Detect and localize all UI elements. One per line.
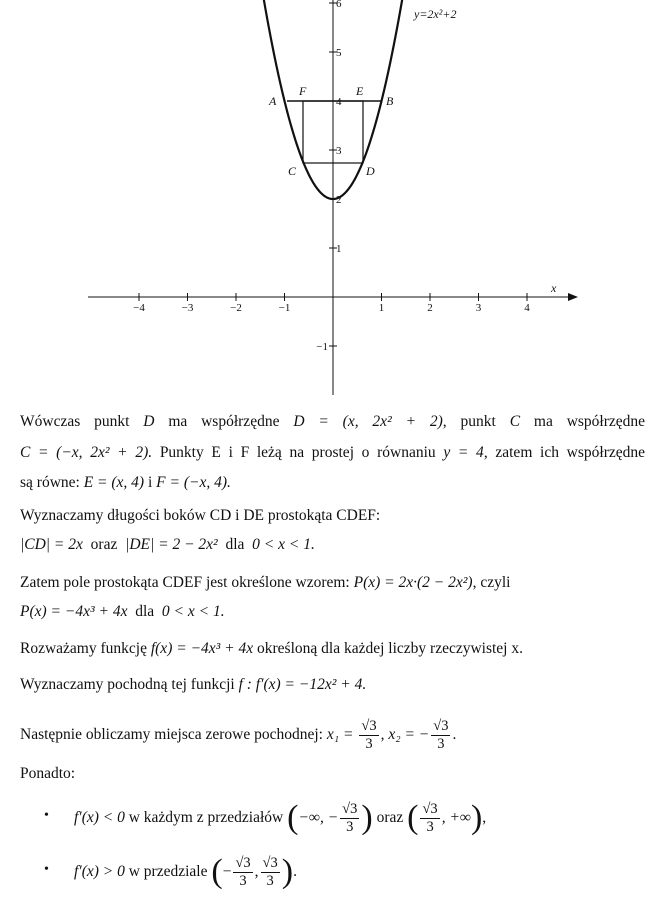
bullet-2: f′(x) > 0 w przedziale (− $\frac{√3}{3}$ , $\frac{√3}{3}$ ).: [74, 853, 297, 890]
paren-close: ): [361, 799, 373, 836]
paragraph-11: Ponadto:: [20, 765, 76, 782]
x-tick-label: 3: [475, 302, 482, 314]
text-b1c: oraz: [376, 809, 404, 826]
parabola-figure: [0, 0, 659, 400]
x-axis-arrow: [568, 293, 578, 301]
bullet-2-icon: •: [44, 862, 49, 877]
text-p2d: , zatem ich współrzędne: [483, 444, 646, 461]
y-tick-label: 3: [336, 145, 342, 157]
fraction-x2-den: 3: [437, 735, 445, 752]
x-tick-label: −2: [230, 302, 242, 314]
x-tick-label: −4: [133, 302, 145, 314]
formula-derivative: f : f′(x) = −12x² + 4.: [238, 676, 367, 693]
paren-open-2: (: [407, 799, 419, 836]
x-tick-label: 1: [378, 302, 385, 314]
interval-plus-inf: , +∞: [441, 809, 471, 826]
paragraph-4: Wyznaczamy długości boków CD i DE prostokąta CDEF:: [20, 507, 381, 524]
fraction-b1-1-num: √3: [342, 800, 358, 817]
fraction-x1-num: √3: [361, 717, 377, 734]
paren-open-3: (: [211, 853, 223, 890]
fraction-x2-num: √3: [433, 717, 449, 734]
text-p9a: Wyznaczamy pochodną tej funkcji: [20, 676, 235, 693]
fraction-b1-2: [420, 802, 439, 835]
fraction-b1-1-den: 3: [346, 818, 354, 835]
fraction-b1-1: [340, 802, 359, 835]
formula-y4: y = 4: [443, 444, 484, 461]
x-ticks: [133, 293, 530, 314]
x-tick-label: −3: [181, 302, 194, 314]
label-c: C: [288, 164, 297, 178]
fraction-b2-1-den: 3: [239, 872, 247, 889]
paragraph-5: [20, 534, 645, 556]
paren-close-2: ): [470, 799, 483, 836]
text-p2b: Punkty E i F leżą na prostej o równaniu: [159, 444, 436, 461]
paragraph-8: [20, 638, 645, 660]
paragraph-1: [20, 411, 645, 433]
paren-close-3: ): [281, 853, 294, 890]
formula-fprime-pos: f′(x) > 0: [74, 863, 125, 880]
text-p1e: punkt: [460, 413, 496, 430]
fraction-x2: [431, 719, 450, 752]
text-p1c: ma współrzędne: [168, 413, 280, 430]
text-p3a: są równe:: [20, 474, 80, 491]
text-p8c: określoną dla każdej liczby rzeczywistej x.: [257, 640, 523, 657]
y-ticks: [316, 0, 342, 353]
formula-range: 0 < x < 1.: [252, 536, 315, 553]
paragraph-2: [20, 442, 645, 464]
text-p1a: Wówczas punkt: [20, 413, 130, 430]
formula-fprime-neg: f′(x) < 0: [74, 809, 125, 826]
text-b1b: w każdym z przedziałów: [128, 809, 284, 826]
text-p6a: Zatem pole prostokąta CDEF jest określone wzorem:: [20, 574, 350, 591]
fraction-b2-2: [261, 856, 280, 889]
formula-de: |DE| = 2 − 2x²: [125, 536, 218, 553]
formula-d: D = (x, 2x² + 2),: [293, 413, 447, 430]
x-tick-label: 4: [524, 302, 530, 314]
paragraph-10: Następnie obliczamy miejsca zerowe pochodnej: x₁ = $\frac{√3}{3}$ , x₂ = − $\frac{√3}{3}$ .: [20, 717, 457, 752]
x-tick-label: −1: [278, 302, 291, 314]
text-p8a: Rozważamy funkcję: [20, 640, 147, 657]
formula-f-def: f(x) = −4x³ + 4x: [150, 640, 254, 657]
bullet-1: f′(x) < 0 w każdym z przedziałów (−∞, − $\frac{√3}{3}$ ) oraz ( $\frac{√3}{3}$ , +∞),: [74, 799, 487, 836]
y-tick-label: 6: [336, 0, 342, 10]
formula-range-2: 0 < x < 1.: [161, 603, 225, 620]
text-p6c: , czyli: [472, 574, 511, 591]
text-p1f: C: [509, 413, 521, 430]
y-tick-label: 1: [336, 243, 342, 255]
y-tick-label: 5: [336, 47, 342, 59]
fraction-x1-den: 3: [365, 735, 373, 752]
paren-open: (: [287, 799, 299, 836]
formula-f: F = (−x, 4).: [156, 474, 231, 491]
fraction-b2-2-num: √3: [262, 854, 278, 871]
label-e: E: [356, 84, 364, 98]
text-p1g: ma współrzędne: [533, 413, 646, 430]
formula-p: P(x) = −4x³ + 4x: [20, 603, 128, 620]
fraction-x1: [359, 719, 378, 752]
formula-c: C = (−x, 2x² + 2).: [20, 444, 153, 461]
formula-e: E = (x, 4): [83, 474, 145, 491]
fraction-b1-2-num: √3: [422, 800, 438, 817]
text-p5d: dla: [225, 536, 245, 553]
paragraph-3: [20, 472, 645, 494]
formula-x2-label: x₂ = −: [388, 726, 430, 743]
paragraph-6: [20, 572, 645, 594]
text-b2b: w przedziale: [128, 863, 208, 880]
function-label: y=2x²+2: [414, 7, 457, 21]
text-p5b: oraz: [90, 536, 118, 553]
text-p7b: dla: [135, 603, 155, 620]
fraction-b2-1-num: √3: [235, 854, 251, 871]
label-b: B: [386, 94, 394, 108]
y-tick-label: 4: [336, 96, 342, 108]
formula-cd: |CD| = 2x: [20, 536, 83, 553]
fraction-b2-2-den: 3: [266, 872, 274, 889]
text-p3c: i: [147, 474, 153, 491]
x-tick-label: 2: [427, 302, 433, 314]
y-tick-label: 2: [336, 194, 342, 206]
paragraph-7: [20, 601, 645, 623]
interval-minus-inf: −∞, −: [298, 809, 339, 826]
label-f: F: [299, 84, 307, 98]
formula-x1-label: x₁ =: [326, 726, 354, 743]
bullet-1-icon: •: [44, 808, 49, 823]
paragraph-9: [20, 674, 645, 696]
x-axis-label: x: [551, 281, 557, 295]
text-p1b: D: [143, 413, 155, 430]
label-a: A: [269, 94, 277, 108]
label-d: D: [366, 164, 375, 178]
fraction-b1-2-den: 3: [426, 818, 434, 835]
y-tick-label: −1: [316, 341, 328, 353]
text-p10a: Następnie obliczamy miejsca zerowe pochodnej:: [20, 726, 323, 743]
formula-area: P(x) = 2x·(2 − 2x²): [353, 574, 473, 591]
fraction-b2-1: [233, 856, 252, 889]
